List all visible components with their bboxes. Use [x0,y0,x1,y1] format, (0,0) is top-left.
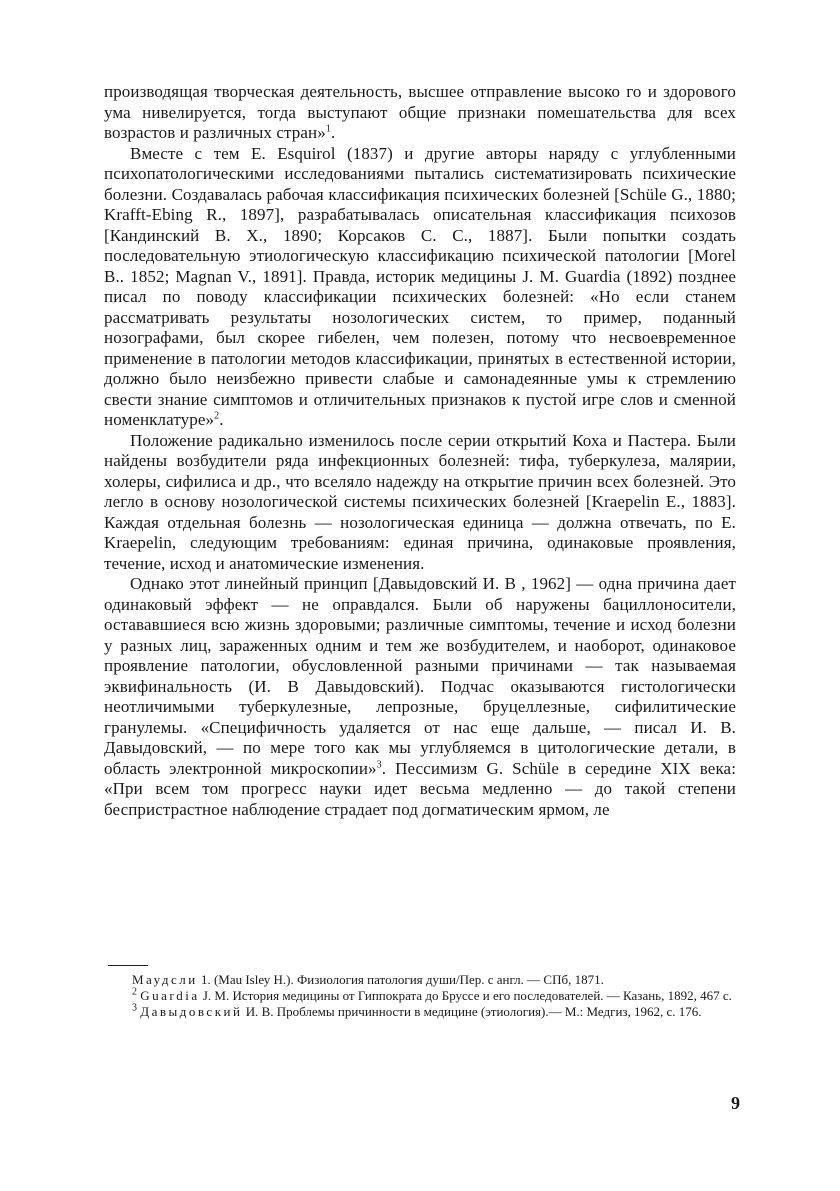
footnote-ref: 1 [325,123,331,135]
paragraph-text: производящая творческая деятельность, высшее отправление высоко го и здорового ума нивелируется, тогда выступают общие признаки помешательства для всех возрастов и различных стран» [104,82,736,142]
footnote-divider [108,965,148,966]
paragraph-text: Вместе с тем E. Esquirol (1837) и другие авторы наряду с углубленными психопатологическими исследованиями пытались систематизировать психические болезни. Создавалась рабочая классификация психических болезней [Schüle G., 1880; Krafft-Ebing R., 1897], разрабатывалась описательная классификация психозов [Кандинский В. Х., 1890; Корсаков С. С., 1887]. Были попытки создать последовательную этиологическую классификацию психической патологии [Morel B.. 1852; Magnan V., 1891]. Правда, историк медицины J. M. Guardia (1892) позднее писал по поводу классификации психических болезней: «Но если станем рассматривать результаты нозологических систем, то пример, поданный нозографами, был скорее гибелен, чем полезен, потому что несвоевременное применение в патологии методов классификации, принятых в естественной истории, должно было неизбежно привести слабые и самонадеянные умы к стремлению свести знание симптомов и отличительных признаков к пустой игре слов и сменной номенклатуре» [104,143,736,429]
paragraph-text: Пессимизм G. Schüle в середине XIX века: «При всем том прогресс науки идет весьма медленно — до такой степени беспристрастное наблюдение страдает под догматическим ярмом, ле [104,758,737,819]
main-text [104,82,736,820]
paragraph-text: Однако этот линейный принцип [Давыдовский И. В , 1962] — одна причина дает одинаковый эффект — не оправдался. Были об наружены бациллоносители, остававшиеся всю жизнь здоровыми; различные симптомы, течение и исход болезни у разных лиц, зараженных одним и тем же возбудителем, и наоборот, одинаковое проявление патологии, обусловленной разными причинами — так называемая эквифинальность (И. В Давыдовский). Подчас оказываются гистологически неотличимыми туберкулезные, лепрозные, бруцеллезные, сифилитические гранулемы. «Специфичность удаляется от нас еще дальше, — писал И. В. Давыдовский, — по мере того как мы углубляемся в цитологические детали, в область электронной микроскопии» [104,574,736,778]
footnote-author: Guardia [140,988,200,1003]
footnote-ref: 3 [376,758,382,770]
footnote-mark: 3 [132,1002,137,1014]
footnote [118,972,736,988]
paragraph: Вместе с тем E. Esquirol (1837) и другие авторы наряду с углубленными психопатологическими исследованиями пытались систематизировать психические болезни. Создавалась рабочая классификация психических болезней [Schüle G., 1880; Krafft-Ebing R., 1897], разрабатывалась описательная классификация психозов [Кандинский В. Х., 1890; Корсаков С. С., 1887]. Были попытки создать последовательную этиологическую классификацию психической патологии [Morel B.. 1852; Magnan V., 1891]. Правда, историк медицины J. M. Guardia (1892) позднее писал по поводу классификации психических болезней: «Но если станем рассматривать результаты нозологических систем, то пример, поданный нозографами, был скорее гибелен, чем полезен, потому что несвоевременное применение в патологии методов классификации, принятых в естественной истории, должно было неизбежно привести слабые и самонадеянные умы к стремлению свести знание симптомов и отличительных признаков к пустой игре слов и сменной номенклатуре»$^2$. [104,143,736,429]
footnotes [118,972,736,1020]
footnote-author: Маудсли [132,972,198,987]
footnote-ref: 2 [214,410,220,422]
paragraph: производящая творческая деятельность, высшее отправление высоко го и здорового ума нивелируется, тогда выступают общие признаки помешательства для всех возрастов и различных стран»$^1$. [104,82,736,142]
paragraph: Однако этот линейный принцип [Давыдовский И. В , 1962] — одна причина дает одинаковый эффект — не оправдался. Были об наружены бациллоносители, остававшиеся всю жизнь здоровыми; различные симптомы, течение и исход болезни у разных лиц, зараженных одним и тем же возбудителем, и наоборот, одинаковое проявление патологии, обусловленной разными причинами — так называемая эквифинальность (И. В Давыдовский). Подчас оказываются гистологически неотличимыми туберкулезные, лепрозные, бруцеллезные, сифилитические гранулемы. «Специфичность удаляется от нас еще дальше, — писал И. В. Давыдовский, — по мере того как мы углубляемся в цитологические детали, в область электронной микроскопии»$^3$. Пессимизм G. Schüle в середине XIX века: «При всем том прогресс науки идет весьма медленно — до такой степени беспристрастное наблюдение страдает под догматическим ярмом, ле [104,574,737,819]
footnote-author: Давыдовский [140,1004,243,1019]
paragraph-text: Положение радикально изменилось после серии открытий Коха и Пастера. Были найдены возбудители ряда инфекционных болезней: тифа, туберкулеза, малярии, холеры, сифилиса и др., что вселяло надежду на открытие причин всех болезней. Это легло в основу нозологической системы психических болезней [Kraepelin E., 1883]. Каждая отдельная болезнь — нозологическая единица — должна отвечать, по E. Kraepelin, следующим требованиям: единая причина, одинаковые проявления, течение, исход и анатомические изменения. [104,430,736,573]
paragraph [104,431,736,575]
footnote-text: И. В. Проблемы причинности в медицине (этиология).— М.: Медгиз, 1962, с. 176. [245,1004,702,1019]
footnote-text: J. M. История медицины от Гиппократа до Бруссе и его последователей. — Казань, 1892, 467 с. [202,988,732,1003]
footnote [118,988,736,1004]
footnote-mark: 2 [132,986,137,998]
footnote-text: 1. (Маu Islеу Н.). Физиология патология души/Пер. с англ. — СПб, 1871. [200,972,604,987]
footnote [118,1004,736,1020]
page-number: 9 [731,1093,740,1113]
